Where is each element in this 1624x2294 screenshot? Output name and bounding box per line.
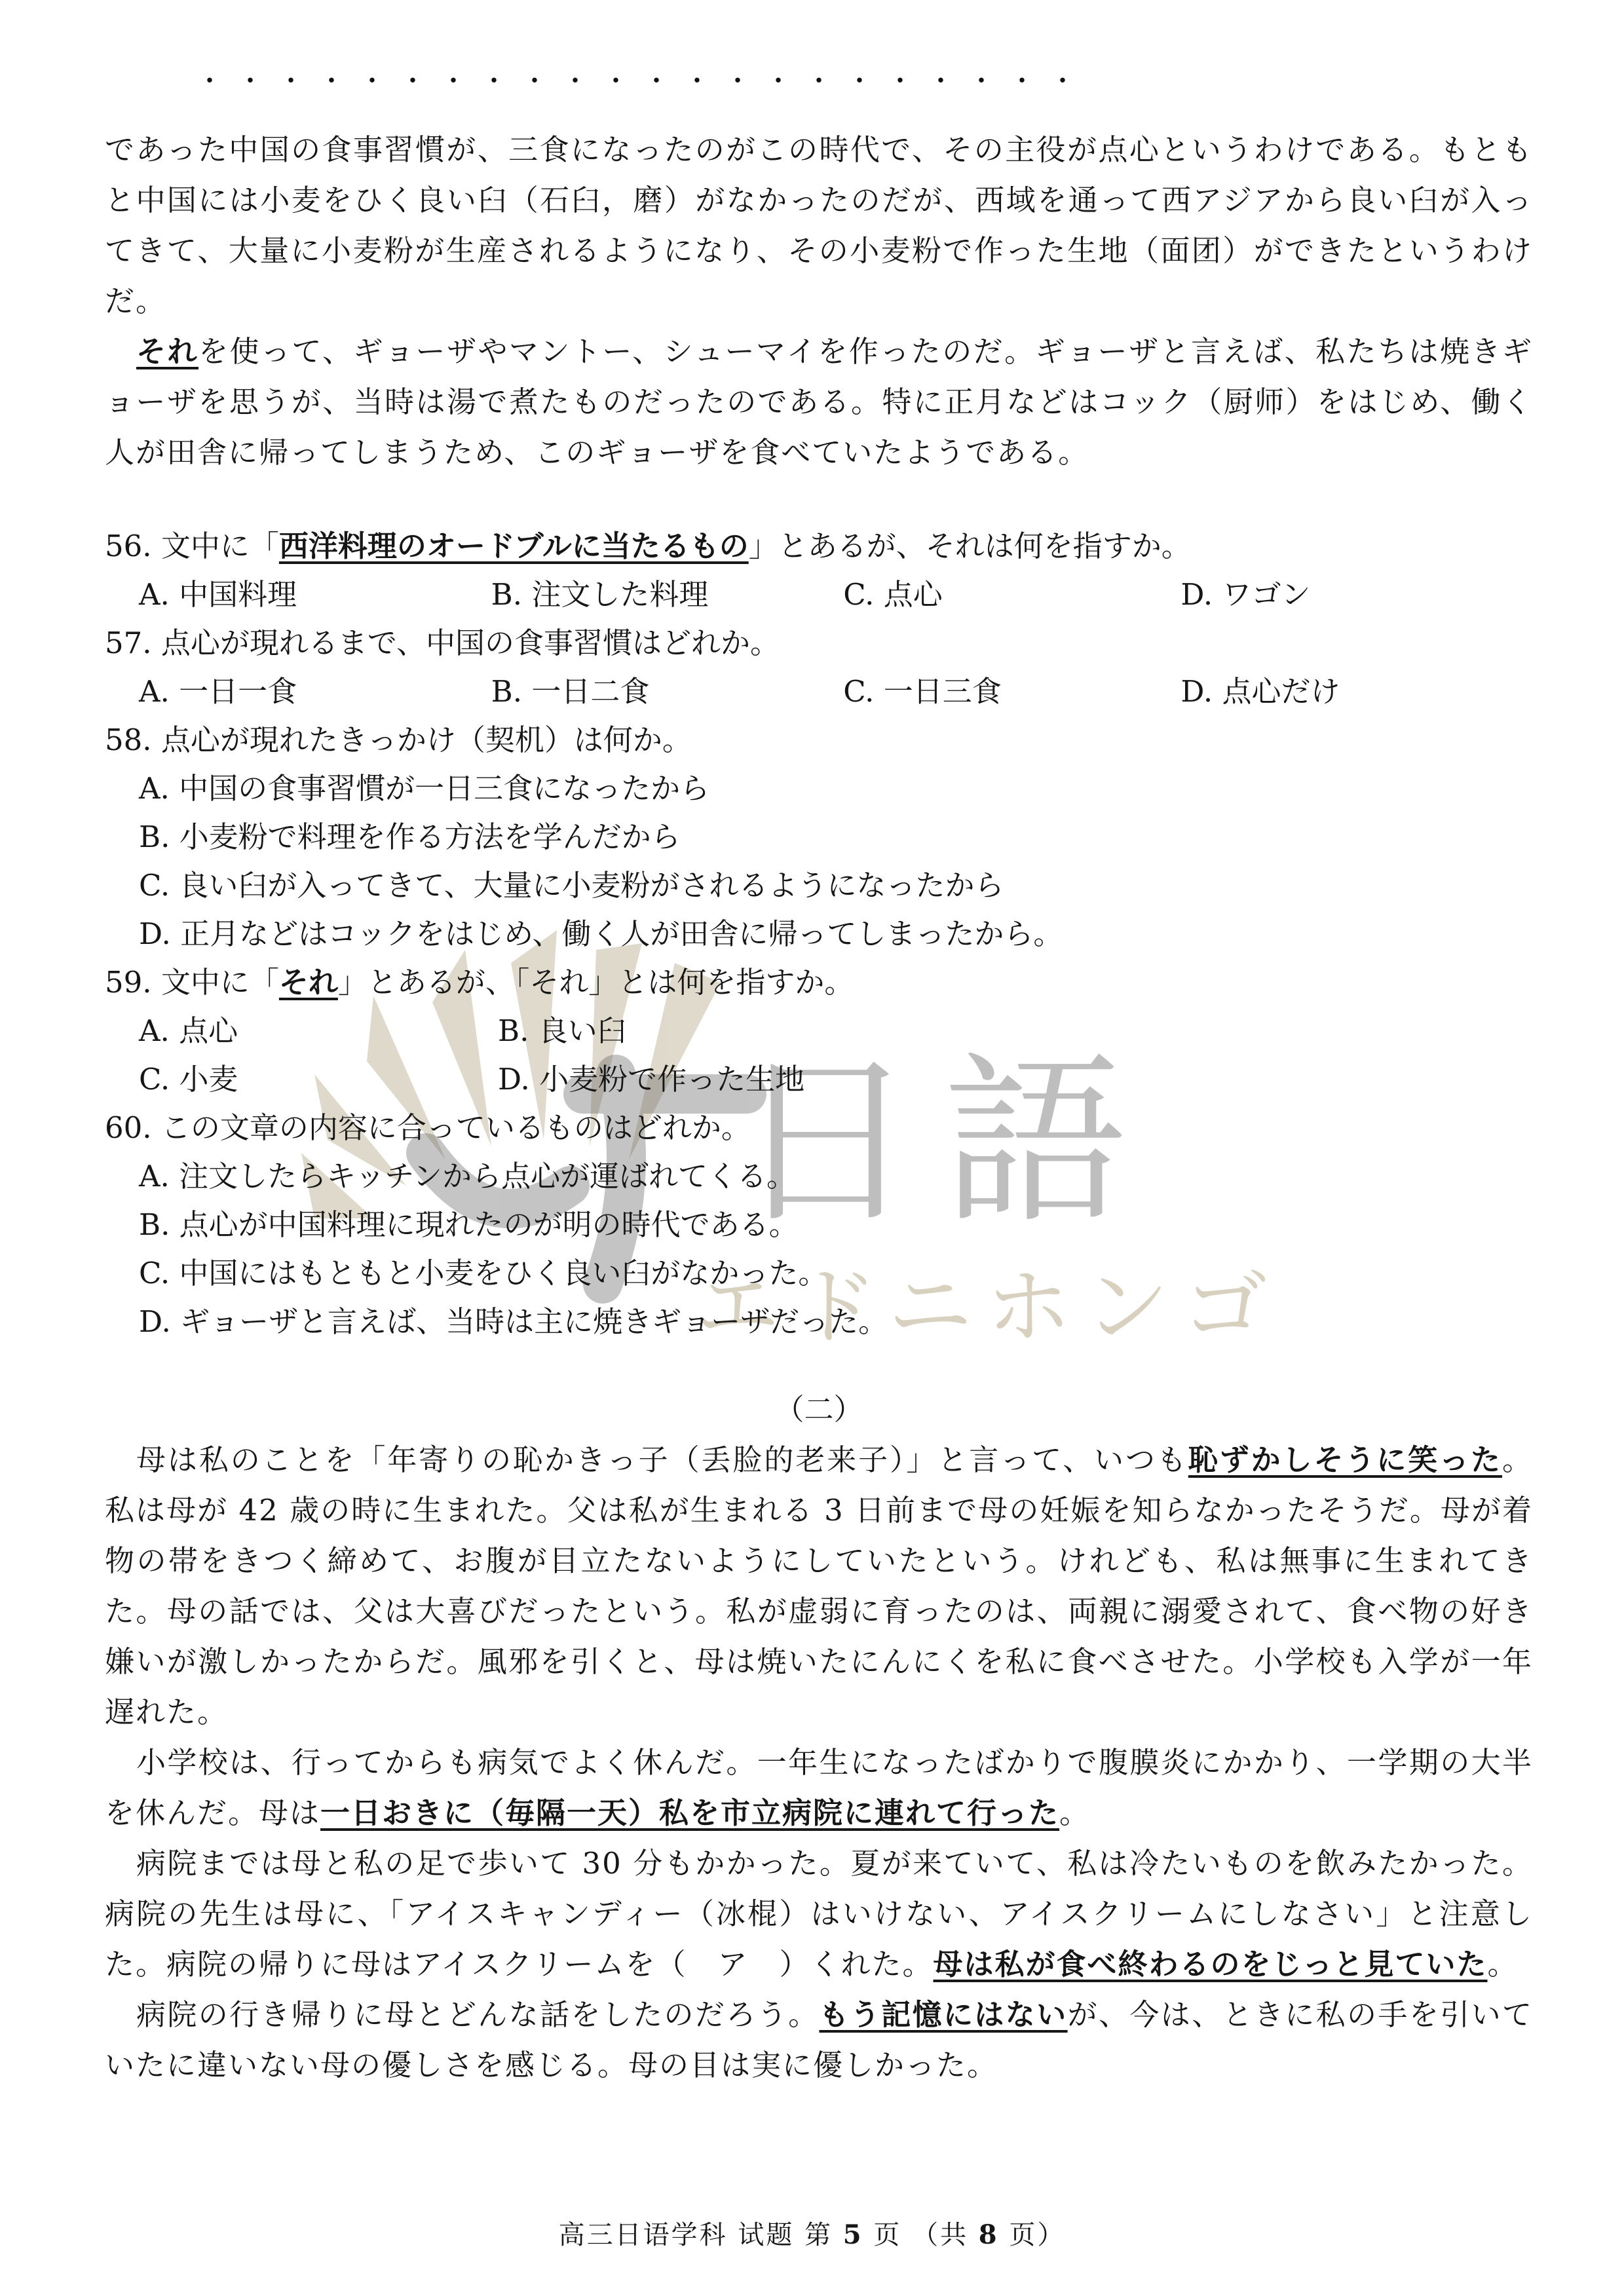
passage-2-paragraph-1 xyxy=(105,1435,1533,1737)
option-57-b: B. 一日二食 xyxy=(491,674,650,709)
option-58-d: D. 正月などはコックをはじめ、働く人が田舎に帰ってしまったから。 xyxy=(139,916,1063,951)
text-segment: であった中国の食事習慣が、三食になったのがこの時代で、その主役が点心というわけである。もともと中国には小麦をひく良い臼（石臼，磨）がなかったのだが、西域を通って西アジアから良い臼が入ってきて、大量に小麦粉が生産されるようになり、その小麦粉で作った生地（面团）ができたというわけだ。 xyxy=(105,132,1533,318)
text-segment: が、今は、ときに私の手を引いていたに違いない母の優しさを感じる。母の目は実に優しかった。 xyxy=(105,1997,1533,2082)
option-59-a: A. 点心 xyxy=(139,1013,238,1048)
passage-2-paragraph-2 xyxy=(105,1737,1533,1838)
underlined-phrase: 母は私が食べ終わるのをじっと見ていた xyxy=(933,1947,1488,1982)
option-56-d: D. ワゴン xyxy=(1180,577,1311,612)
footer-page-number: 5 xyxy=(842,2219,863,2250)
option-57-c: C. 一日三食 xyxy=(843,674,1002,709)
page-content xyxy=(105,124,1533,2090)
passage-2-paragraph-3 xyxy=(105,1838,1533,1989)
option-56-b: B. 注文した料理 xyxy=(491,577,709,612)
option-60-d: D. ギョーザと言えば、当時は主に焼きギョーザだった。 xyxy=(139,1304,888,1339)
option-58-b: B. 小麦粉で料理を作る方法を学んだから xyxy=(139,819,681,854)
footer-middle: 页 （共 xyxy=(863,2220,979,2250)
option-59-c: C. 小麦 xyxy=(139,1062,238,1097)
option-59-d: D. 小麦粉で作った生地 xyxy=(498,1062,805,1097)
watermark-sub: エドニホンゴ xyxy=(694,1257,1281,1357)
option-58-a: A. 中国の食事習慣が一日三食になったから xyxy=(139,771,710,806)
text-segment: 病院の行き帰りに母とどんな話をしたのだろう。 xyxy=(136,1997,820,2032)
text-segment: 59. 文中に「 xyxy=(105,965,279,1000)
text-segment: 病院までは母と私の足で歩いて 30 分もかかった。夏が来ていて、私は冷たいものを飲みたかった。病院の先生は母に、「アイスキャンディー（冰棍）はいけない、アイスクリームにしなさい」と注意した。病院の帰りに母はアイスクリームを（ ア ）くれた。 xyxy=(105,1846,1533,1982)
text-segment: 」とあるが、「それ」とは何を指すか。 xyxy=(337,965,854,1000)
watermark-main: 日語 xyxy=(734,1036,1153,1249)
question-59-options-row-1 xyxy=(105,1007,1533,1055)
text-segment: 。 xyxy=(1487,1947,1519,1982)
option-57-d: D. 点心だけ xyxy=(1180,674,1340,709)
question-57: 57. 点心が現れるまで、中国の食事習慣はどれか。 xyxy=(105,626,780,660)
text-segment: 。 xyxy=(1059,1796,1091,1830)
option-60-a: A. 注文したらキッチンから点心が運ばれてくる。 xyxy=(139,1159,796,1194)
question-59-options-row-2 xyxy=(105,1055,1533,1104)
text-segment: を使って、ギョーザやマントー、シューマイを作ったのだ。ギョーザと言えば、私たちは焼きギョーザを思うが、当時は湯で煮たものだったのである。特に正月などはコック（厨师）をはじめ、働く人が田舎に帰ってしまうため、このギョーザを食べていたようである。 xyxy=(105,334,1533,470)
question-60: 60. この文章の内容に合っているものはどれか。 xyxy=(105,1110,751,1145)
header-dots: ・・・・・・・・・・・・・・・・・・・・・・ xyxy=(197,66,1090,96)
question-56 xyxy=(105,522,1533,571)
option-60-c: C. 中国にはもともと小麦をひく良い臼がなかった。 xyxy=(139,1256,828,1290)
text-segment: 56. 文中に「 xyxy=(105,529,279,563)
option-60-b: B. 点心が中国料理に現れたのが明の時代である。 xyxy=(139,1207,799,1242)
question-58: 58. 点心が現れたきっかけ（契机）は何か。 xyxy=(105,723,692,757)
underlined-phrase: もう記憶にはない xyxy=(819,1997,1068,2032)
text-segment: 母は私のことを「年寄りの恥かきっ子（丢脸的老来子）」と言って、いつも xyxy=(136,1442,1188,1477)
text-segment: 小学校は、行ってからも病気でよく休んだ。一年生になったばかりで腹膜炎にかかり、一学期の大半を休んだ。母は xyxy=(105,1745,1533,1830)
underlined-phrase: 恥ずかしそうに笑った xyxy=(1188,1442,1502,1477)
passage-1-paragraph-2 xyxy=(105,326,1533,478)
text-segment: 。私は母が 42 歳の時に生まれた。父は私が生まれる 3 日前まで母の妊娠を知らなかったそうだ。母が着物の帯をきつく締めて、お腹が目立たないようにしていたという。けれども、私は無事に生まれてきた。母の話では、父は大喜びだったという。私が虚弱に育ったのは、両親に溺愛されて、食べ物の好き嫌いが激しかったからだ。風邪を引くと、母は焼いたにんにくを私に食べさせた。小学校も入学が一年遅れた。 xyxy=(105,1442,1533,1729)
footer-total-pages: 8 xyxy=(978,2219,999,2250)
underlined-phrase: 西洋料理のオードブルに当たるもの xyxy=(278,529,749,563)
option-56-c: C. 点心 xyxy=(843,577,943,612)
underlined-phrase: それ xyxy=(278,965,338,1000)
question-56-options xyxy=(105,571,1533,619)
passage-1-paragraph-1 xyxy=(105,124,1533,326)
page-footer xyxy=(0,2214,1624,2251)
section-2-title: （二） xyxy=(774,1392,863,1427)
question-59 xyxy=(105,958,1533,1007)
question-list xyxy=(105,522,1533,1346)
text-segment: 」とあるが、それは何を指すか。 xyxy=(748,529,1191,563)
underlined-phrase: 一日おきに（毎隔一天）私を市立病院に連れて行った xyxy=(320,1796,1060,1830)
option-59-b: B. 良い臼 xyxy=(498,1013,627,1048)
passage-1 xyxy=(105,124,1533,478)
footer-prefix: 高三日语学科 试题 第 xyxy=(558,2220,843,2250)
underlined-phrase: それ xyxy=(136,334,198,369)
passage-2-paragraph-4 xyxy=(105,1989,1533,2090)
question-57-options xyxy=(105,668,1533,716)
option-57-a: A. 一日一食 xyxy=(139,674,297,709)
footer-suffix: 页） xyxy=(998,2220,1066,2250)
option-56-a: A. 中国料理 xyxy=(139,577,297,612)
passage-2 xyxy=(105,1435,1533,2090)
option-58-c: C. 良い臼が入ってきて、大量に小麦粉がされるようになったから xyxy=(139,868,1004,903)
